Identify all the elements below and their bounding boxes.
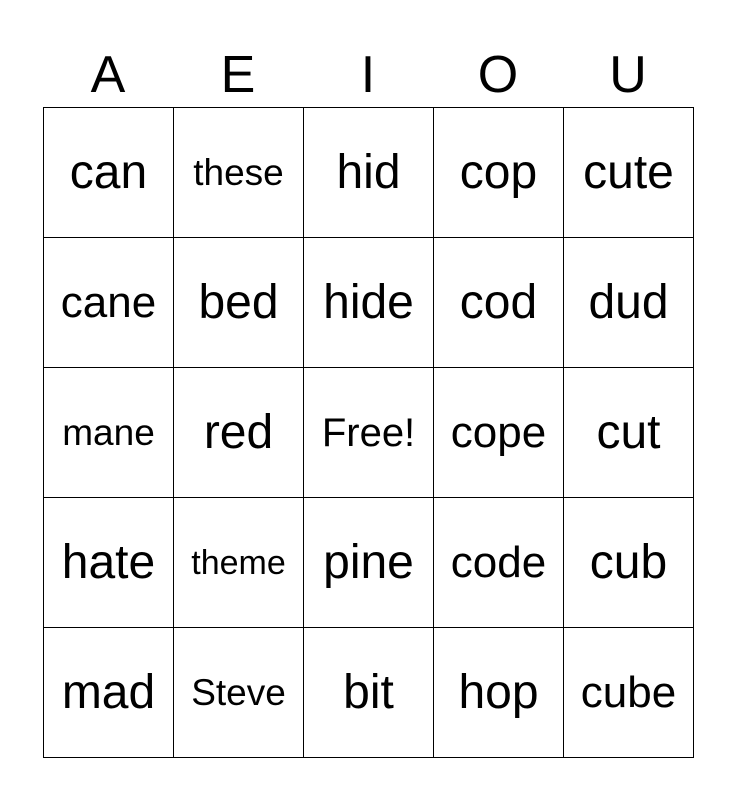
header-letter-o: O	[477, 46, 519, 104]
bingo-cell[interactable]: mane	[44, 368, 174, 498]
bingo-cell[interactable]: cope	[434, 368, 564, 498]
bingo-cell[interactable]: hid	[304, 108, 434, 238]
bingo-cell[interactable]: theme	[174, 498, 304, 628]
bingo-header	[43, 42, 693, 108]
bingo-cell[interactable]: cub	[564, 498, 694, 628]
header-letter-i: I	[360, 46, 376, 104]
bingo-cell[interactable]: cane	[44, 238, 174, 368]
bingo-cell[interactable]: hop	[434, 628, 564, 758]
bingo-cell[interactable]: hide	[304, 238, 434, 368]
bingo-cell[interactable]: cube	[564, 628, 694, 758]
bingo-cell[interactable]: hate	[44, 498, 174, 628]
header-letter-a: A	[90, 46, 126, 104]
bingo-cell[interactable]: bit	[304, 628, 434, 758]
header-letter-e: E	[220, 46, 256, 104]
bingo-cell[interactable]: these	[174, 108, 304, 238]
bingo-cell[interactable]: Steve	[174, 628, 304, 758]
bingo-board	[43, 107, 694, 758]
bingo-cell[interactable]: can	[44, 108, 174, 238]
bingo-cell[interactable]: bed	[174, 238, 304, 368]
bingo-cell[interactable]: pine	[304, 498, 434, 628]
bingo-cell[interactable]: code	[434, 498, 564, 628]
bingo-cell[interactable]: red	[174, 368, 304, 498]
bingo-cell[interactable]: mad	[44, 628, 174, 758]
bingo-cell[interactable]: cut	[564, 368, 694, 498]
bingo-cell[interactable]: cop	[434, 108, 564, 238]
bingo-cell[interactable]: cute	[564, 108, 694, 238]
bingo-cell[interactable]: cod	[434, 238, 564, 368]
bingo-cell[interactable]: dud	[564, 238, 694, 368]
header-letter-u: U	[609, 46, 647, 104]
bingo-free-cell[interactable]: Free!	[304, 368, 434, 498]
